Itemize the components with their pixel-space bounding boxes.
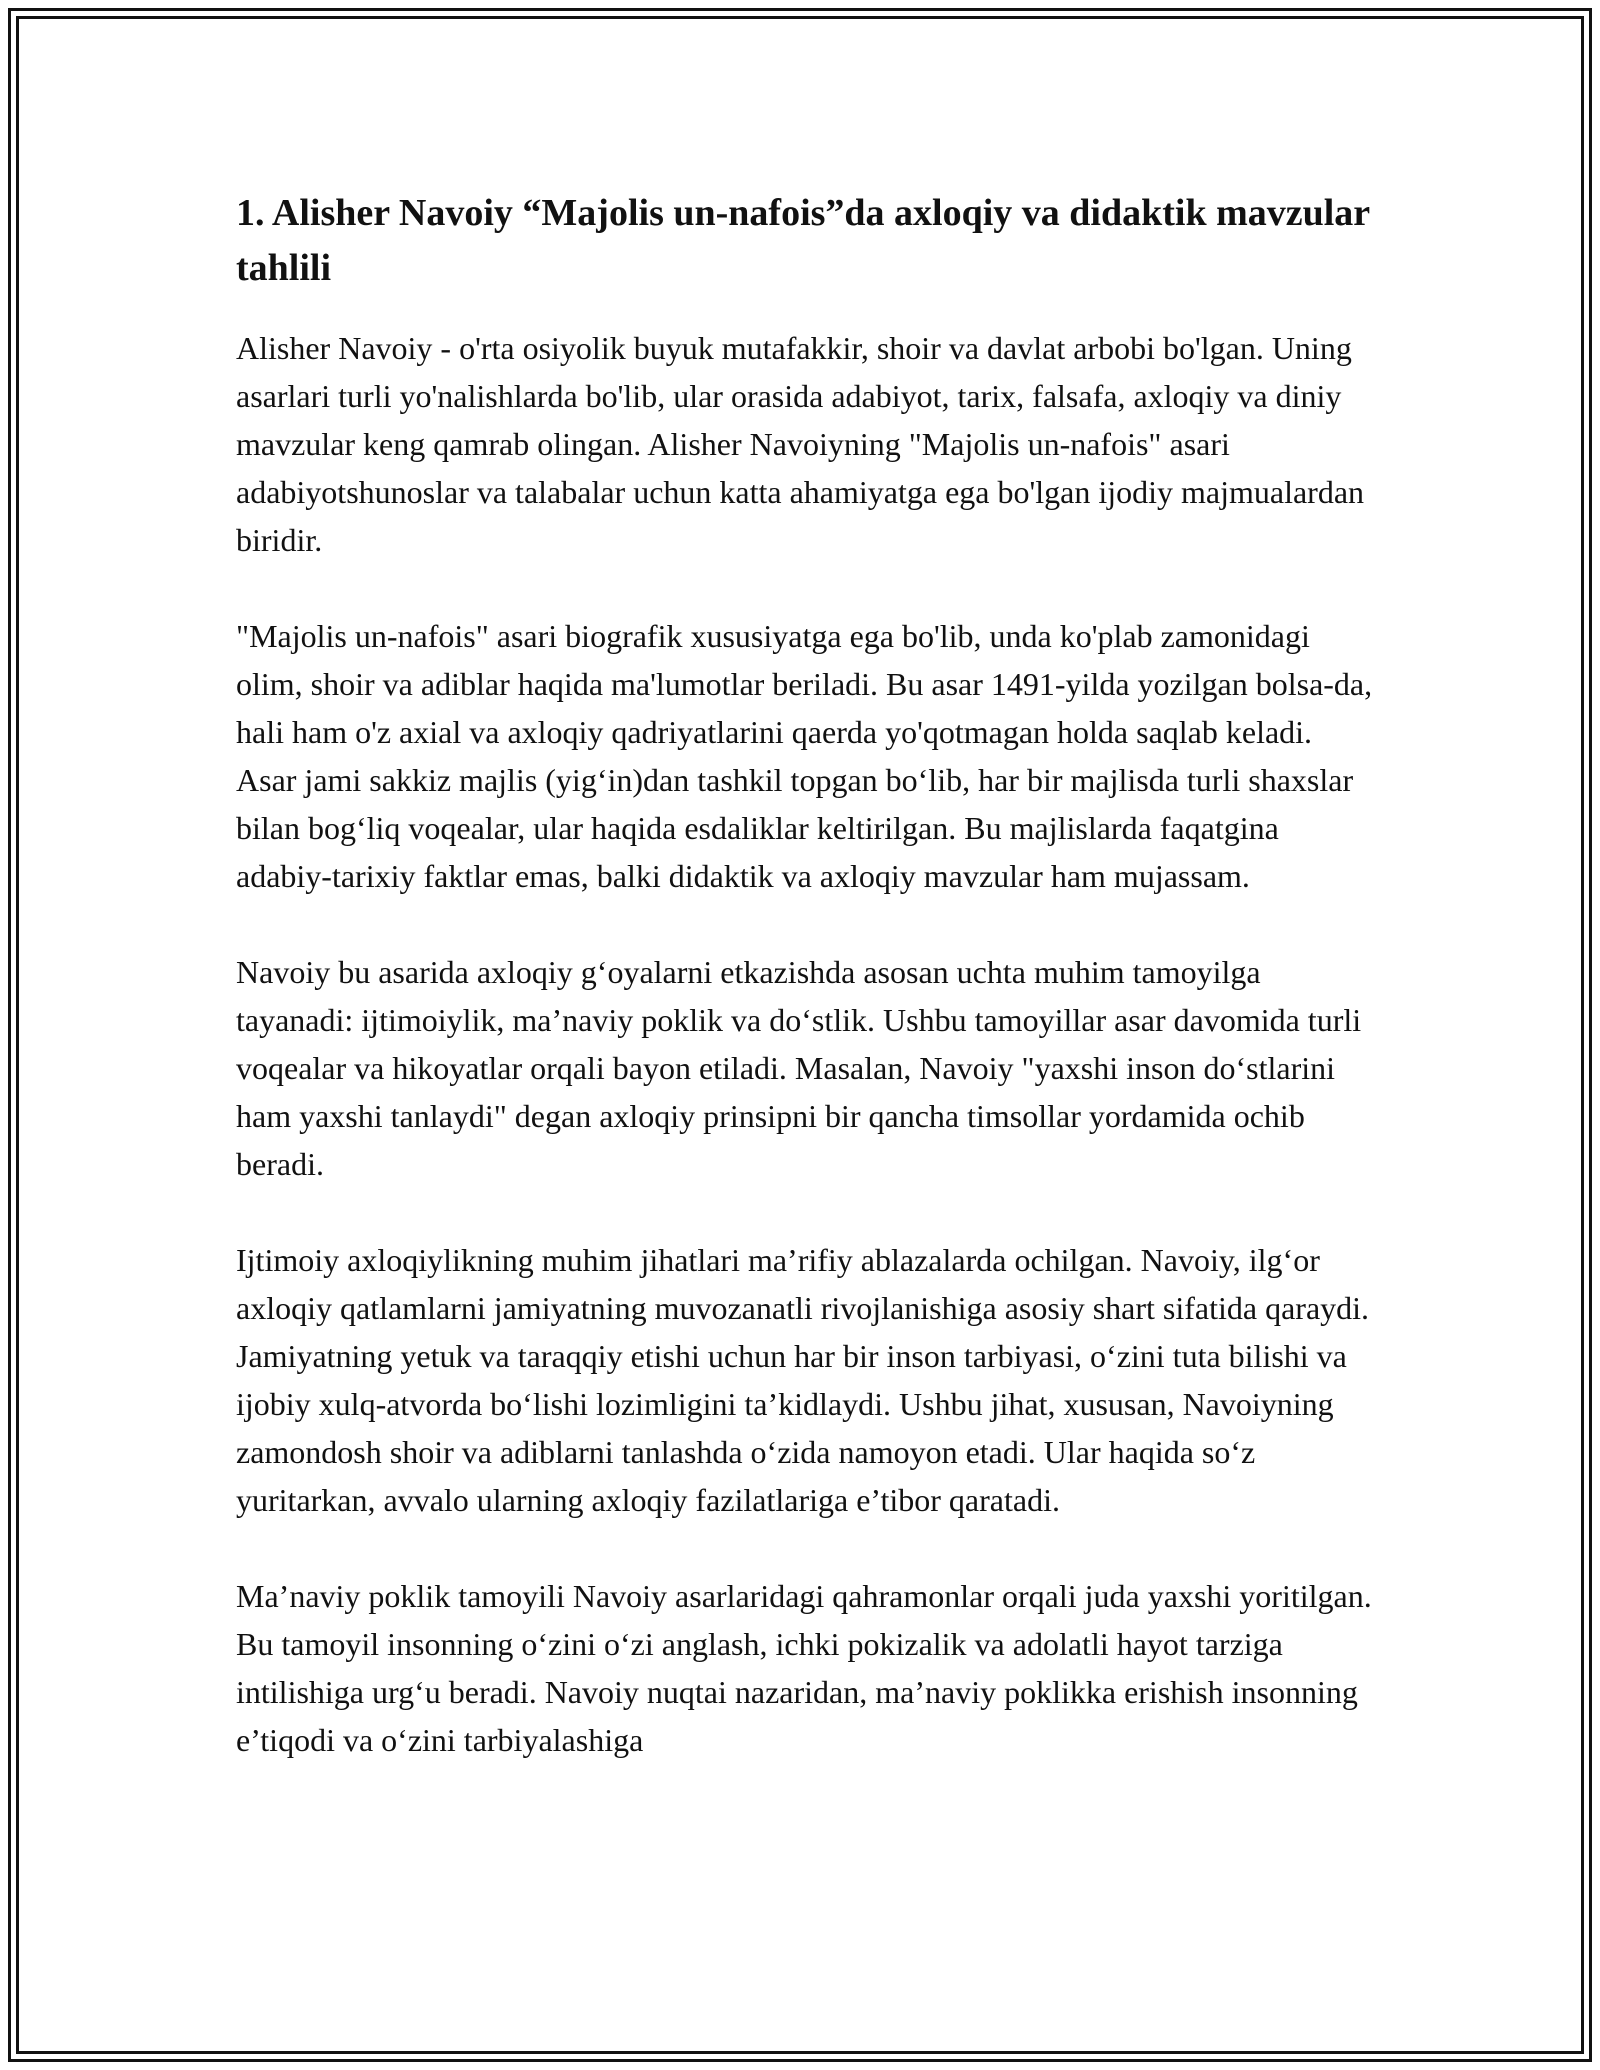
paragraph-4: Ijtimoiy axloqiylikning muhim jihatlari ma’rifiy ablazalarda ochilgan. Navoiy, ilg‘or axloqiy qatlamlarni jamiyatning muvozanatli rivojlanishiga asosiy shart sifatida qaraydi. Jamiyatning yetuk va taraqqiy etishi uchun har bir inson tarbiyasi, o‘zini tuta bilishi va ijobiy xulq-atvorda bo‘lishi lozimligini ta’kidlaydi. Ushbu jihat, xususan, Navoiyning zamondosh shoir va adiblarni tanlashda o‘zida namoyon etadi. Ular haqida so‘z yuritarkan, avvalo ularning axloqiy fazilatlariga e’tibor qaratadi. [236,1242,1370,1518]
paragraph-5: Ma’naviy poklik tamoyili Navoiy asarlaridagi qahramonlar orqali juda yaxshi yoritilgan. Bu tamoyil insonning o‘zini o‘zi anglash, ichki pokizalik va adolatli hayot tarziga intilishiga urg‘u beradi. Navoiy nuqtai nazaridan, ma’naviy poklikka erishish insonning e’tiqodi va o‘zini tarbiyalashiga [236,1578,1372,1758]
paragraph-3: Navoiy bu asarida axloqiy g‘oyalarni etkazishda asosan uchta muhim tamoyilga tayanadi: ijtimoiylik, ma’naviy poklik va do‘stlik. Ushbu tamoyillar asar davomida turli voqealar va hikoyatlar orqali bayon etiladi. Masalan, Navoiy "yaxshi inson do‘stlarini ham yaxshi tanlaydi" degan axloqiy prinsipni bir qancha timsollar yordamida ochib beradi. [236,954,1362,1182]
paragraph-2: "Majolis un-nafois" asari biografik xususiyatga ega bo'lib, unda ko'plab zamonidagi olim, shoir va adiblar haqida ma'lumotlar beriladi. Bu asar 1491-yilda yozilgan bolsa-da, hali ham o'z axial va axloqiy qadriyatlarini qaerda yo'qotmagan holda saqlab keladi. Asar jami sakkiz majlis (yig‘in)dan tashkil topgan bo‘lib, har bir majlisda turli shaxslar bilan bog‘liq voqealar, ular haqida esdaliklar keltirilgan. Bu majlislarda faqatgina adabiy-tarixiy faktlar emas, balki didaktik va axloqiy mavzular ham mujassam. [236,618,1373,894]
document-body [236,186,1376,1812]
paragraph-1: Alisher Navoiy - o'rta osiyolik buyuk mutafakkir, shoir va davlat arbobi bo'lgan. Uning asarlari turli yo'nalishlarda bo'lib, ular orasida adabiyot, tarix, falsafa, axloqiy va diniy mavzular keng qamrab olingan. Alisher Navoiyning "Majolis un-nafois" asari adabiyotshunoslar va talabalar uchun katta ahamiyatga ega bo'lgan ijodiy majmualardan biridir. [236,330,1365,558]
section-heading: 1. Alisher Navoiy “Majolis un-nafois”da axloqiy va didaktik mavzular tahlili [236,192,1370,289]
